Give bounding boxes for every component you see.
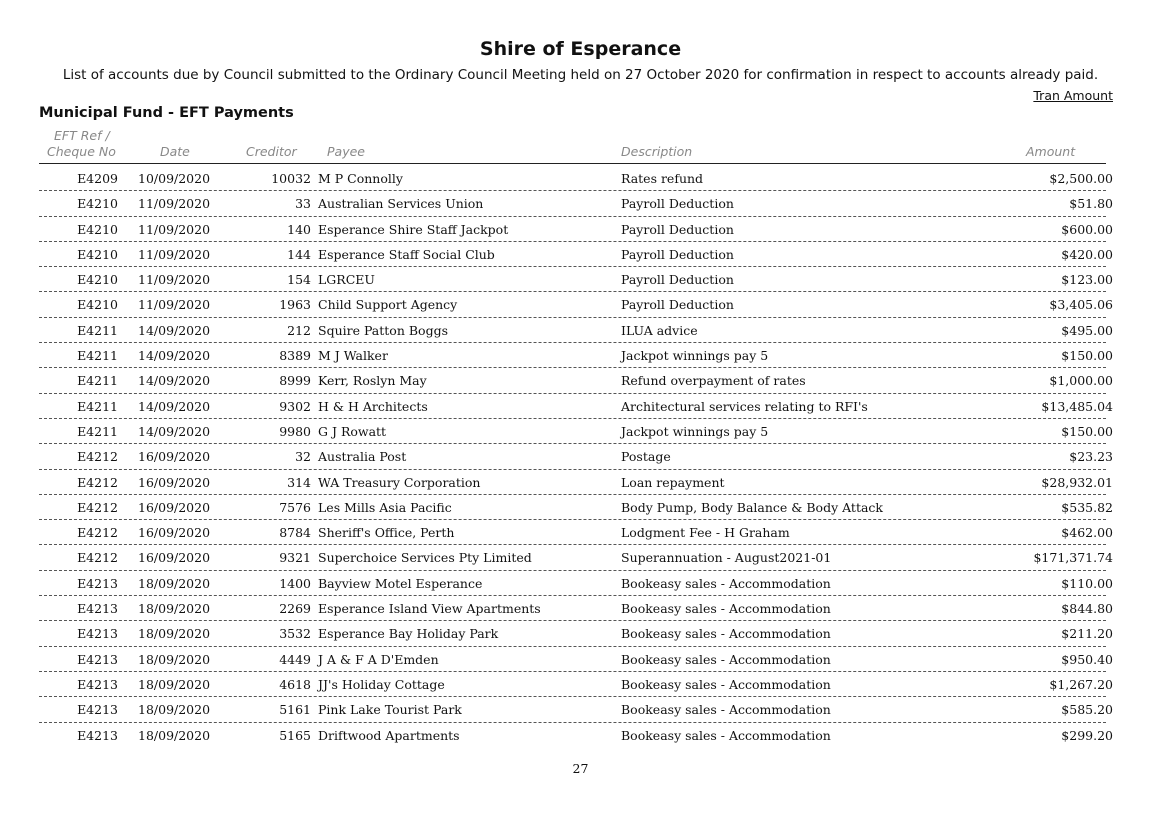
cell-payee: WA Treasury Corporation <box>318 474 481 490</box>
cell-ref: E4213 <box>77 702 118 718</box>
cell-creditor: 33 <box>295 196 311 212</box>
cell-date: 14/09/2020 <box>138 373 211 389</box>
cell-ref: E4213 <box>77 601 118 617</box>
cell-date: 16/09/2020 <box>138 474 211 490</box>
cell-creditor: 5161 <box>279 702 311 718</box>
cell-creditor: 5165 <box>279 727 311 743</box>
cell-amount: $150.00 <box>1061 348 1113 364</box>
cell-payee: Les Mills Asia Pacific <box>318 499 452 515</box>
cell-amount: $299.20 <box>1061 727 1113 743</box>
cell-creditor: 212 <box>287 322 311 338</box>
table-row <box>0 672 1161 697</box>
table-row <box>0 191 1161 216</box>
cell-payee: H & H Architects <box>318 398 428 414</box>
cell-amount: $28,932.01 <box>1041 474 1113 490</box>
cell-creditor: 1963 <box>279 297 311 313</box>
cell-payee: Australia Post <box>318 449 407 465</box>
cell-creditor: 144 <box>287 246 311 262</box>
column-header-ref-line1: EFT Ref / <box>54 128 110 143</box>
cell-date: 18/09/2020 <box>138 727 211 743</box>
cell-date: 14/09/2020 <box>138 398 211 414</box>
cell-creditor: 10032 <box>271 171 311 186</box>
cell-description: Jackpot winnings pay 5 <box>621 423 769 439</box>
column-header-description: Description <box>621 144 693 159</box>
table-row <box>0 596 1161 621</box>
page-number: 27 <box>572 761 589 776</box>
cell-description: Bookeasy sales - Accommodation <box>621 601 831 617</box>
cell-creditor: 314 <box>287 474 311 490</box>
table-row <box>0 545 1161 570</box>
cell-date: 11/09/2020 <box>138 246 211 262</box>
cell-date: 18/09/2020 <box>138 702 211 718</box>
cell-creditor: 9321 <box>279 550 311 566</box>
cell-ref: E4211 <box>77 398 118 414</box>
cell-date: 14/09/2020 <box>138 423 211 439</box>
column-header-date: Date <box>160 144 190 159</box>
table-row <box>0 621 1161 646</box>
cell-amount: $495.00 <box>1061 322 1113 338</box>
cell-amount: $23.23 <box>1069 449 1113 465</box>
cell-amount: $123.00 <box>1061 272 1113 288</box>
cell-ref: E4212 <box>77 449 118 465</box>
table-row <box>0 419 1161 444</box>
table-row <box>0 318 1161 343</box>
cell-creditor: 3532 <box>279 626 311 642</box>
cell-date: 11/09/2020 <box>138 272 211 288</box>
cell-ref: E4213 <box>77 651 118 667</box>
table-row <box>0 292 1161 317</box>
cell-creditor: 9980 <box>279 423 311 439</box>
cell-amount: $1,267.20 <box>1049 676 1113 692</box>
cell-payee: Child Support Agency <box>318 297 458 313</box>
cell-creditor: 8784 <box>279 525 311 541</box>
cell-description: Bookeasy sales - Accommodation <box>621 702 831 718</box>
cell-payee: Bayview Motel Esperance <box>318 575 483 591</box>
cell-ref: E4210 <box>77 297 118 313</box>
cell-date: 18/09/2020 <box>138 626 211 642</box>
payments-table <box>0 166 1161 748</box>
cell-ref: E4213 <box>77 676 118 692</box>
table-row <box>0 723 1161 748</box>
table-row <box>0 697 1161 722</box>
cell-creditor: 4618 <box>279 676 311 692</box>
cell-payee: Sheriff's Office, Perth <box>318 525 455 541</box>
cell-ref: E4213 <box>77 575 118 591</box>
cell-amount: $211.20 <box>1061 626 1113 642</box>
cell-payee: Superchoice Services Pty Limited <box>318 550 532 566</box>
cell-payee: Squire Patton Boggs <box>318 322 448 338</box>
cell-description: Loan repayment <box>621 474 725 490</box>
table-row <box>0 394 1161 419</box>
cell-description: Payroll Deduction <box>621 297 734 313</box>
cell-amount: $950.40 <box>1061 651 1113 667</box>
cell-description: Architectural services relating to RFI's <box>621 398 868 414</box>
cell-amount: $844.80 <box>1061 601 1113 617</box>
table-row <box>0 343 1161 368</box>
cell-ref: E4211 <box>77 322 118 338</box>
cell-creditor: 1400 <box>279 575 311 591</box>
cell-description: Bookeasy sales - Accommodation <box>621 575 831 591</box>
page-title: Shire of Esperance <box>479 38 682 60</box>
cell-date: 16/09/2020 <box>138 525 211 541</box>
cell-payee: M J Walker <box>318 348 388 364</box>
column-header-amount: Amount <box>1026 144 1076 159</box>
column-header-ref-line2: Cheque No <box>47 144 116 159</box>
cell-description: Bookeasy sales - Accommodation <box>621 651 831 667</box>
cell-amount: $3,405.06 <box>1049 297 1113 313</box>
cell-date: 18/09/2020 <box>138 575 211 591</box>
table-row <box>0 217 1161 242</box>
cell-payee: J A & F A D'Emden <box>318 651 439 667</box>
cell-payee: Esperance Staff Social Club <box>318 246 495 262</box>
cell-description: Bookeasy sales - Accommodation <box>621 626 831 642</box>
cell-payee: Australian Services Union <box>318 196 484 212</box>
cell-amount: $420.00 <box>1061 246 1113 262</box>
cell-amount: $585.20 <box>1061 702 1113 718</box>
cell-amount: $1,000.00 <box>1049 373 1113 389</box>
cell-description: Refund overpayment of rates <box>621 373 806 389</box>
cell-description: Payroll Deduction <box>621 246 734 262</box>
table-row <box>0 166 1161 191</box>
cell-payee: Esperance Bay Holiday Park <box>318 626 499 642</box>
cell-payee: Pink Lake Tourist Park <box>318 702 462 718</box>
cell-amount: $600.00 <box>1061 221 1113 237</box>
table-row <box>0 520 1161 545</box>
cell-ref: E4212 <box>77 474 118 490</box>
table-row <box>0 571 1161 596</box>
cell-ref: E4210 <box>77 196 118 212</box>
cell-ref: E4213 <box>77 727 118 743</box>
cell-amount: $2,500.00 <box>1049 171 1113 186</box>
cell-date: 16/09/2020 <box>138 499 211 515</box>
header-divider <box>39 163 1106 164</box>
cell-payee: Driftwood Apartments <box>318 727 460 743</box>
table-row <box>0 368 1161 393</box>
cell-creditor: 4449 <box>279 651 311 667</box>
cell-description: Payroll Deduction <box>621 221 734 237</box>
cell-amount: $150.00 <box>1061 423 1113 439</box>
cell-description: Jackpot winnings pay 5 <box>621 348 769 364</box>
cell-payee: G J Rowatt <box>318 423 387 439</box>
cell-date: 14/09/2020 <box>138 322 211 338</box>
cell-payee: LGRCEU <box>318 272 375 288</box>
cell-payee: Kerr, Roslyn May <box>318 373 427 389</box>
cell-description: ILUA advice <box>621 322 698 338</box>
cell-creditor: 8999 <box>279 373 311 389</box>
cell-description: Superannuation - August2021-01 <box>621 550 832 566</box>
cell-ref: E4211 <box>77 373 118 389</box>
cell-description: Rates refund <box>621 171 704 186</box>
cell-payee: JJ's Holiday Cottage <box>318 676 445 692</box>
cell-creditor: 140 <box>287 221 311 237</box>
cell-date: 11/09/2020 <box>138 297 211 313</box>
table-row <box>0 470 1161 495</box>
cell-description: Postage <box>621 449 671 465</box>
cell-description: Lodgment Fee - H Graham <box>621 525 790 541</box>
cell-ref: E4211 <box>77 348 118 364</box>
cell-date: 14/09/2020 <box>138 348 211 364</box>
cell-amount: $171,371.74 <box>1033 550 1113 566</box>
section-title: Municipal Fund - EFT Payments <box>39 105 294 121</box>
cell-amount: $462.00 <box>1061 525 1113 541</box>
cell-description: Payroll Deduction <box>621 196 734 212</box>
column-header-creditor: Creditor <box>246 144 297 159</box>
cell-date: 11/09/2020 <box>138 196 211 212</box>
cell-payee: Esperance Shire Staff Jackpot <box>318 221 509 237</box>
cell-date: 16/09/2020 <box>138 550 211 566</box>
cell-ref: E4212 <box>77 499 118 515</box>
cell-description: Payroll Deduction <box>621 272 734 288</box>
page-subtitle: List of accounts due by Council submitted to the Ordinary Council Meeting held on 27 October 2020 for confirmation in respect to accounts already paid. <box>62 67 1099 83</box>
cell-amount: $535.82 <box>1061 499 1113 515</box>
table-row <box>0 495 1161 520</box>
cell-description: Bookeasy sales - Accommodation <box>621 676 831 692</box>
table-row <box>0 242 1161 267</box>
cell-ref: E4210 <box>77 221 118 237</box>
cell-ref: E4211 <box>77 423 118 439</box>
cell-description: Body Pump, Body Balance & Body Attack <box>621 499 883 515</box>
column-header-payee: Payee <box>327 144 365 159</box>
cell-creditor: 9302 <box>279 398 311 414</box>
cell-date: 10/09/2020 <box>138 171 211 186</box>
cell-creditor: 7576 <box>279 499 311 515</box>
table-row <box>0 444 1161 469</box>
cell-ref: E4212 <box>77 525 118 541</box>
cell-creditor: 8389 <box>279 348 311 364</box>
cell-date: 11/09/2020 <box>138 221 211 237</box>
cell-ref: E4210 <box>77 246 118 262</box>
cell-date: 18/09/2020 <box>138 676 211 692</box>
cell-creditor: 2269 <box>279 601 311 617</box>
cell-amount: $51.80 <box>1069 196 1113 212</box>
cell-date: 18/09/2020 <box>138 601 211 617</box>
cell-date: 18/09/2020 <box>138 651 211 667</box>
cell-ref: E4210 <box>77 272 118 288</box>
cell-amount: $13,485.04 <box>1041 398 1113 414</box>
cell-payee: M P Connolly <box>318 171 403 186</box>
cell-description: Bookeasy sales - Accommodation <box>621 727 831 743</box>
tran-amount-label: Tran Amount <box>1033 88 1113 103</box>
cell-creditor: 32 <box>295 449 311 465</box>
cell-payee: Esperance Island View Apartments <box>318 601 541 617</box>
table-row <box>0 267 1161 292</box>
cell-creditor: 154 <box>287 272 311 288</box>
cell-ref: E4209 <box>77 171 118 186</box>
cell-ref: E4212 <box>77 550 118 566</box>
cell-ref: E4213 <box>77 626 118 642</box>
table-row <box>0 647 1161 672</box>
cell-date: 16/09/2020 <box>138 449 211 465</box>
cell-amount: $110.00 <box>1061 575 1113 591</box>
